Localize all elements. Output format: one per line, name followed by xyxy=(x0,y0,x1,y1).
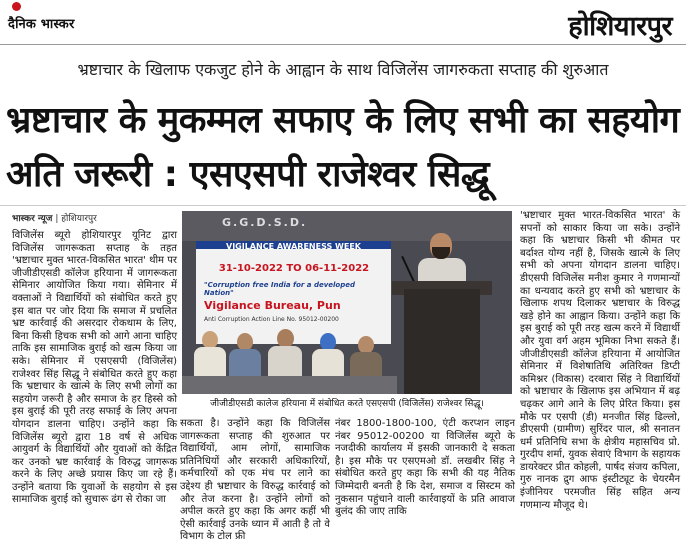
newspaper-brand: दैनिक भास्कर xyxy=(8,17,75,32)
sun-logo-icon xyxy=(12,2,21,11)
byline xyxy=(12,211,97,224)
section-name: होशियारपुर xyxy=(568,11,672,42)
audience-body xyxy=(229,349,261,377)
audience-body xyxy=(268,346,302,376)
kicker-line: भ्रष्टाचार के खिलाफ एकजुट होने के आह्वान के साथ विजिलेंस जागरुकता सप्ताह की शुरुआत xyxy=(77,60,609,79)
news-photo xyxy=(182,211,512,394)
byline-source: भास्कर न्यूज xyxy=(12,214,53,224)
microphone-icon xyxy=(401,256,415,282)
photo-top-banner-text: G.G.D.S.D. xyxy=(222,216,308,229)
audience-body xyxy=(194,347,226,377)
audience-body xyxy=(350,352,382,377)
article-column-1: विजिलेंस ब्यूरो होशियारपुर यूनिट द्वारा विजिलेंस जागरूकता सप्ताह के तहत 'भ्रष्टाचार मुक्त भारत-विकसित भारत' थीम पर जीजीडीएसडी कॉलेज हरियाना में जागरूकता सेमिनार आयोजित किया गया। सेमिनार में वक्ताओं ने विद्यार्थियों को संबोधित करते हुए इस बात पर जोर दिया कि समाज में प्रचलित भ्रष्ट कार्रवाई की असरदार रोकथाम के लिए, बिना किसी हिचक सभी को आगे आना चाहिए ताकि इस सामाजिक बुराई को खत्म किया जा सके। सेमिनार में एसएसपी (विजिलेंस) राजेश्वर सिंह सिद्धू ने संबोधित करते हुए कहा कि भ्रष्टाचार के खात्मे के लिए सभी लोगों का सहयोग जरूरी है और समाज के हर हिस्से को इस बुराई की पूरी तरह सफाई के लिए अपना योगदान डालना चाहिए। उन्होंने कहा कि विजिलेंस ब्यूरो द्वारा 18 वर्ष से अधिक आयुवर्ग के विद्यार्थियों और युवाओं को केंद्रित कर उनको भ्रष्ट कार्रवाई के विरुद्ध जागरूक करने के लिए अच्छे प्रयास किए जा रहे हैं। उन्होंने बताया कि युवाओं के सहयोग से इस सामाजिक बुराई को सुचारू ढंग से रोका जा xyxy=(12,230,177,506)
headline: भ्रष्टाचार के मुकम्मल सफाए के लिए सभी का सहयोग अति जरूरी : एसएसपी राजेश्वर सिद्धू xyxy=(6,100,680,195)
masthead xyxy=(0,0,686,45)
article-column-3: नंबर 1800-1800-100, एंटी करप्शन लाइन नंबर 95012-00200 या विजिलेंस ब्यूरो के नजदीकी कार्यालय में इसकी जानकारी दे सकता है। इस मौके पर एसएमओ डॉ. लखबीर सिंह ने संबोधित करते हुए कहा कि सभी की यह नैतिक जिम्मेदारी बनती है कि देश, समाज व सिस्टम को नुकसान पहुंचाने वाली कार्रवाइयों के प्रति आवाज बुलंद की जाए ताकि xyxy=(335,418,515,518)
photo-caption: जीजीडीएसडी कालेज हरियाना में संबोधित करते एसएसपी (विजिलेंस) राजेश्वर सिद्धू। xyxy=(210,399,484,409)
byline-place: | होशियारपुर xyxy=(55,214,97,224)
article-column-4: 'भ्रष्टाचार मुक्त भारत-विकसित भारत' के सपनों को साकार किया जा सके। उन्होंने कहा कि भ्रष्टाचार किसी भी कीमत पर बर्दाश्त योग्य नहीं है, जिसके खात्मे के लिए सभी को अपना योगदान डालना चाहिए। डीएसपी विजिलेंस मनीश कुमार ने गणमान्यों का धन्यवाद करते हुए सभी को भ्रष्टाचार के खिलाफ शपथ दिलाकर भ्रष्टाचार के विरुद्ध खड़े होने का आह्वान किया। उन्होंने कहा कि इस बुराई को पूरी तरह खत्म करने में विद्यार्थी और युवा वर्ग अहम भूमिका निभा सकते हैं। जीजीडीएसडी कॉलेज हरियाना में आयोजित सेमिनार में विशेषातिथि अतिरिक्त डिप्टी कमिश्नर (विकास) दरबारा सिंह ने विद्यार्थियों को भ्रष्टाचार के खिलाफ इस अभियान में बढ़ चढ़कर आगे आने के लिए प्रेरित किया। इस मौके पर एसपी (डी) मनजीत सिंह ढिल्लो, डीएसपी (ग्रामीण) सुरिंदर पाल, श्री सनातन धर्म प्रतिनिधि सभा के क्षेत्रीय महासचिव प्रो. गुरदीप शर्मा, युवक सेवाएं विभाग के सहायक डायरेक्टर प्रीत कोहली, पार्षद संजय कपिला, गुरु नानक द्रुग आफ इंस्टीट्यूट के चेयरमैन इंजीनियर परमजीत सिंह सहित अन्य गणमान्य मौजूद थे। xyxy=(520,210,680,511)
photo-banner-slogan: "Corruption free India for a developed Nation" xyxy=(204,281,356,297)
photo-banner-title: VIGILANCE AWARENESS WEEK xyxy=(226,242,361,251)
divider xyxy=(0,205,686,206)
article-column-2: सकता है। उन्होंने कहा कि विजिलेंस जागरूकता सप्ताह की शुरुआत पर विद्यार्थियों, आम लोगों, सामाजिक प्रतिनिधियों और सरकारी अधिकारियों, कर्मचारियों को एक मंच पर लाने का उद्देश्य ही भ्रष्टाचार के विरुद्ध कार्रवाई को और तेज करना है। उन्होंने लोगों को अपील करते हुए कहा कि अगर कहीं भी ऐसी कार्रवाई उनके ध्यान में आती है तो वे विभाग के टोल फ्री xyxy=(180,418,330,543)
audience-body xyxy=(312,349,344,377)
photo-banner-date: 31-10-2022 TO 06-11-2022 xyxy=(218,263,370,274)
podium xyxy=(404,289,480,394)
photo-table xyxy=(182,376,397,394)
photo-banner-org: Vigilance Bureau, Pun xyxy=(204,299,341,312)
photo-banner-plan: Anti Corruption Action Line No. 95012-00200 xyxy=(204,316,339,323)
